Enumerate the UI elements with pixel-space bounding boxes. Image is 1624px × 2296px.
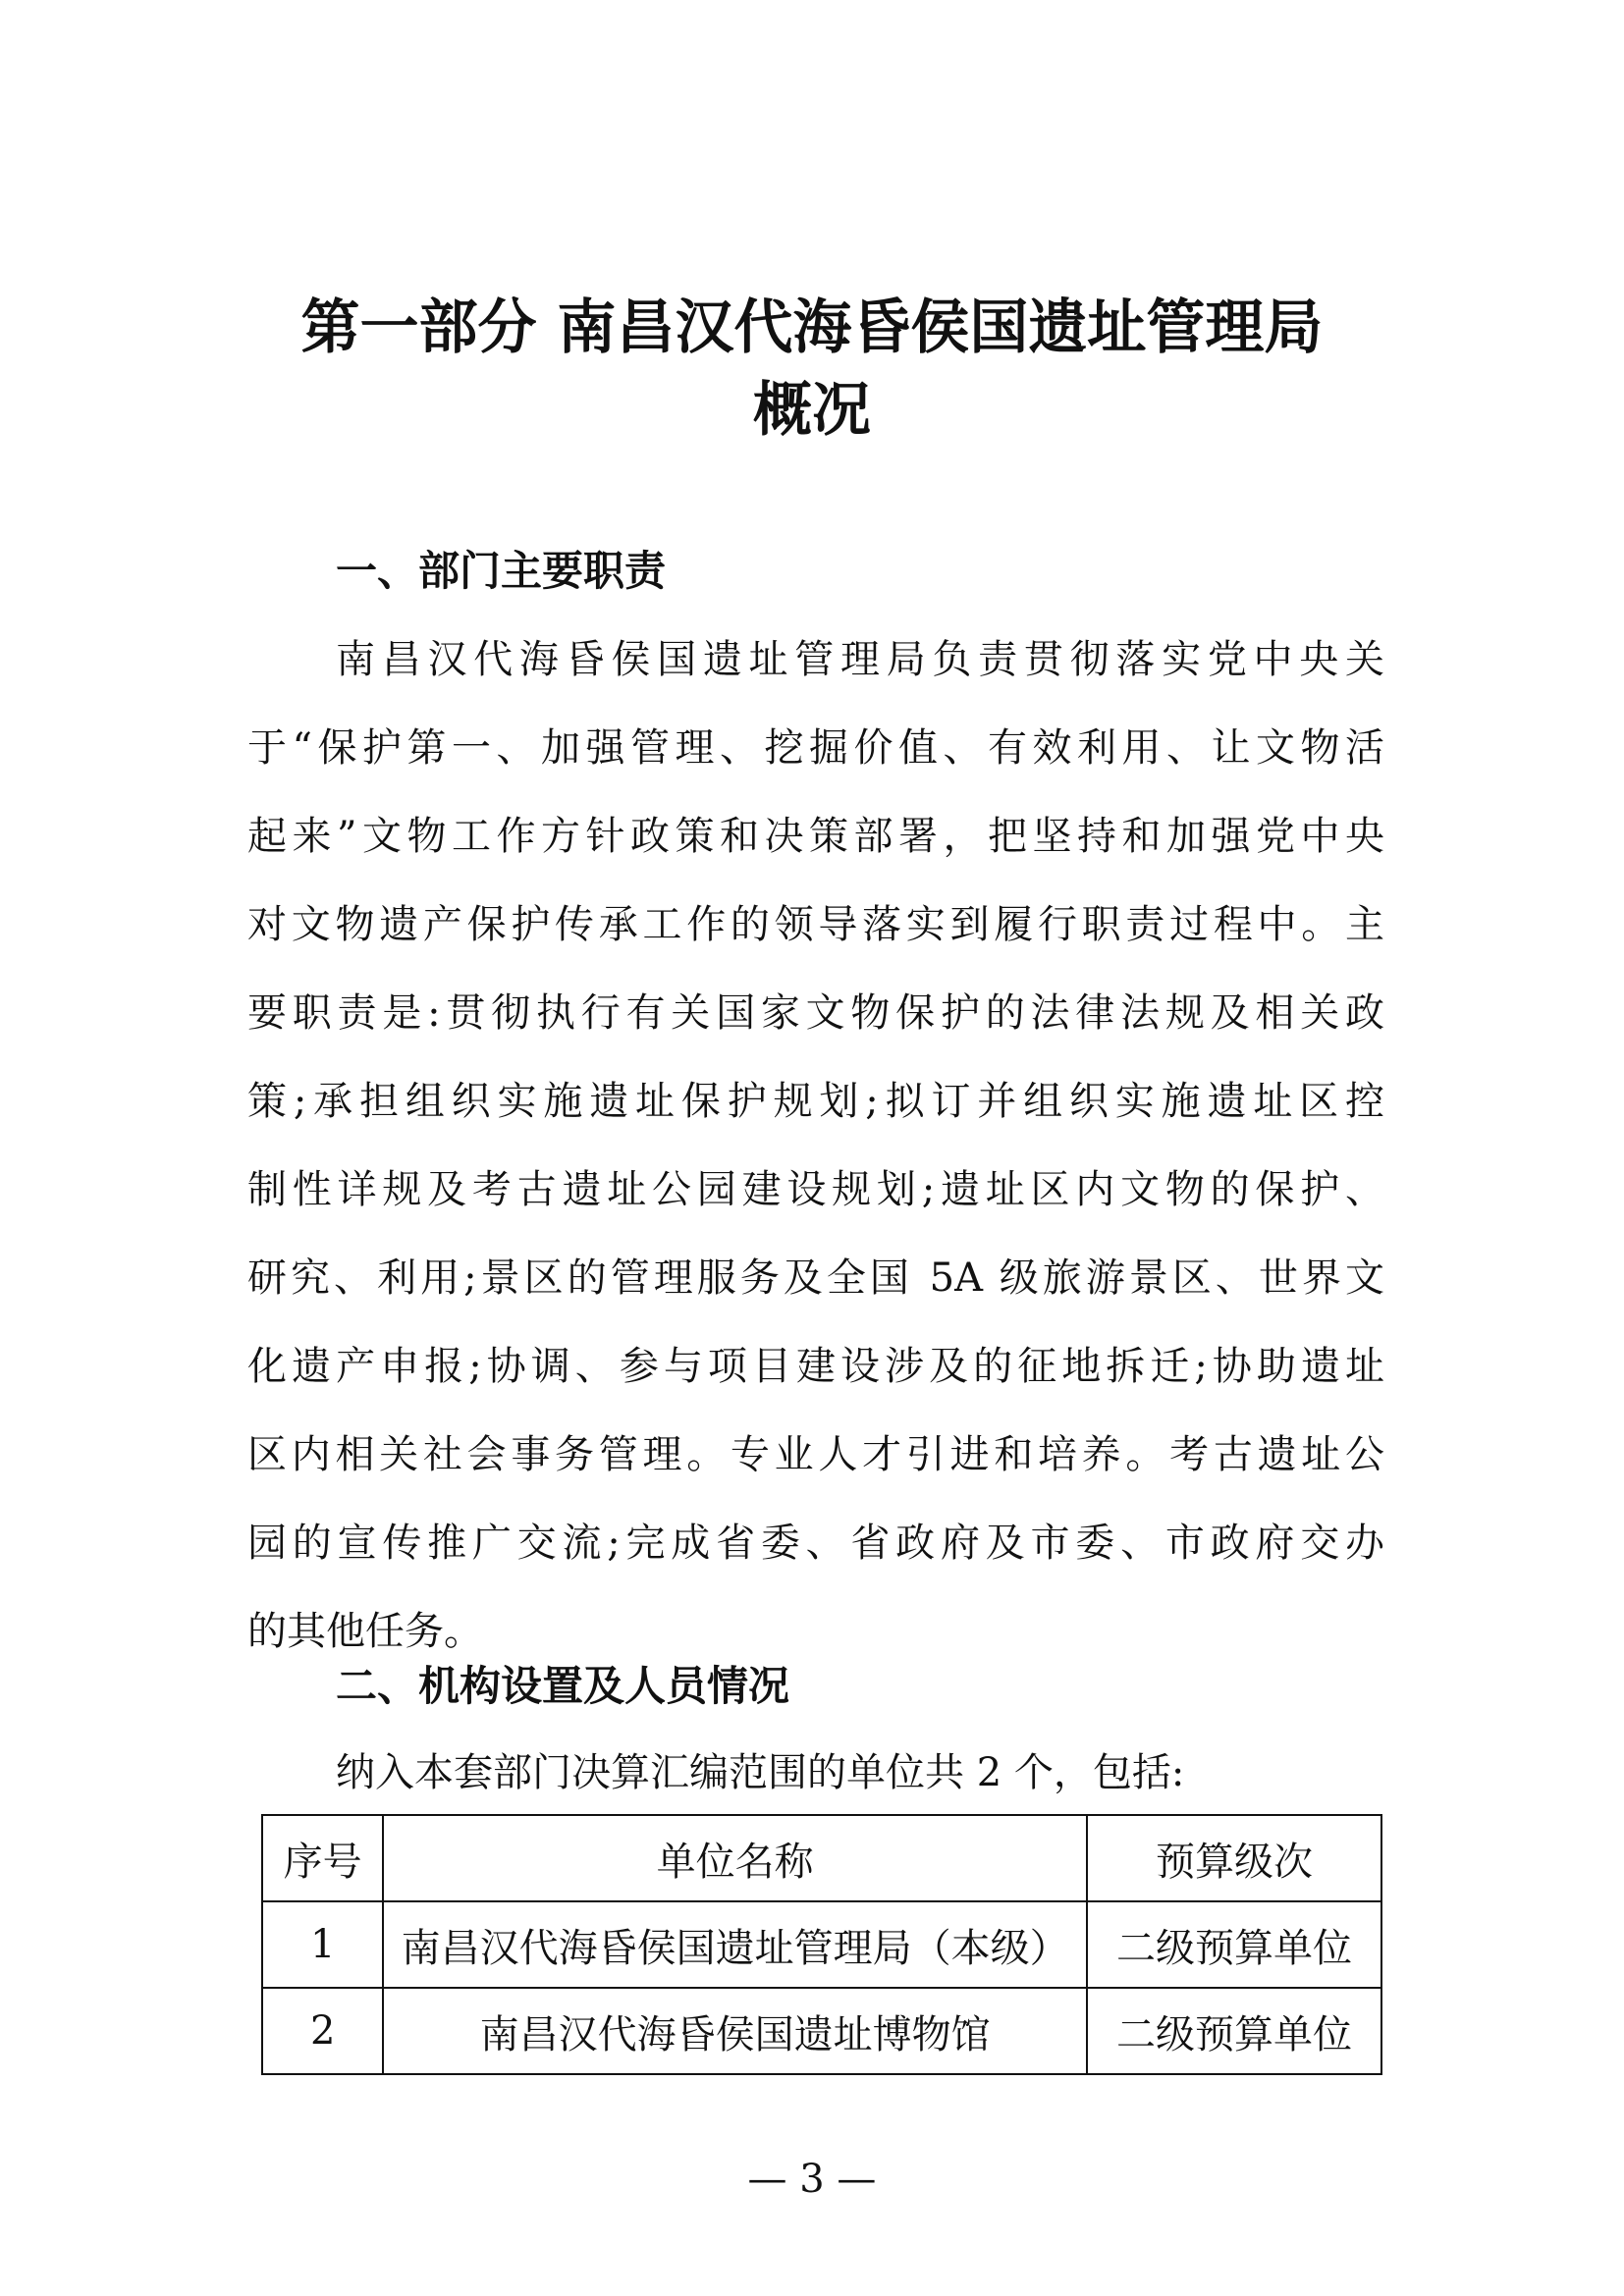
section-heading-organization: 二、机构设置及人员情况: [336, 1662, 790, 1710]
table-cell-budget-level: 二级预算单位: [1087, 1901, 1381, 1988]
paragraph-line: 研究、利用;景区的管理服务及全国 5A 级旅游景区、世界文: [247, 1255, 1384, 1301]
paragraph-line: 南昌汉代海昏侯国遗址管理局负责贯彻落实党中央关: [336, 637, 1384, 682]
paragraph-line: 于“保护第一、加强管理、挖掘价值、有效利用、让文物活: [247, 725, 1384, 771]
column-header-seq: 序号: [262, 1815, 383, 1901]
paragraph-line: 区内相关社会事务管理。专业人才引进和培养。考古遗址公: [247, 1432, 1384, 1477]
paragraph-line: 策;承担组织实施遗址保护规划;拟订并组织实施遗址区控: [247, 1079, 1384, 1124]
paragraph-line: 化遗产申报;协调、参与项目建设涉及的征地拆迁;协助遗址: [247, 1344, 1384, 1389]
units-intro: 纳入本套部门决算汇编范围的单位共 2 个，包括:: [336, 1750, 1185, 1795]
paragraph-line: 要职责是:贯彻执行有关国家文物保护的法律法规及相关政: [247, 990, 1384, 1036]
page-title-continued: 概况: [753, 376, 871, 445]
table-header-row: [262, 1815, 1381, 1901]
column-header-unit-name: 单位名称: [383, 1815, 1087, 1901]
paragraph-line: 园的宣传推广交流;完成省委、省政府及市委、市政府交办: [247, 1521, 1384, 1566]
table-cell-unit-name: 南昌汉代海昏侯国遗址博物馆: [383, 1988, 1087, 2074]
paragraph-line: 对文物遗产保护传承工作的领导落实到履行职责过程中。主: [247, 902, 1384, 947]
paragraph-line: 制性详规及考古遗址公园建设规划;遗址区内文物的保护、: [247, 1167, 1384, 1212]
page-number: — 3 —: [747, 2157, 877, 2202]
paragraph-line: 的其他任务。: [247, 1609, 483, 1654]
table-cell-unit-name: 南昌汉代海昏侯国遗址管理局（本级）: [383, 1901, 1087, 1988]
table-cell-budget-level: 二级预算单位: [1087, 1988, 1381, 2074]
paragraph-line: 起来”文物工作方针政策和决策部署，把坚持和加强党中央: [247, 814, 1384, 859]
column-header-budget-level: 预算级次: [1087, 1815, 1381, 1901]
page-title: 第一部分 南昌汉代海昏侯国遗址管理局: [300, 294, 1324, 362]
units-table: [261, 1814, 1382, 2075]
table-cell-seq: 1: [262, 1901, 383, 1988]
table-cell-seq: 2: [262, 1988, 383, 2074]
table-row: [262, 1988, 1381, 2074]
table-row: [262, 1901, 1381, 1988]
section-heading-duties: 一、部门主要职责: [336, 547, 667, 595]
